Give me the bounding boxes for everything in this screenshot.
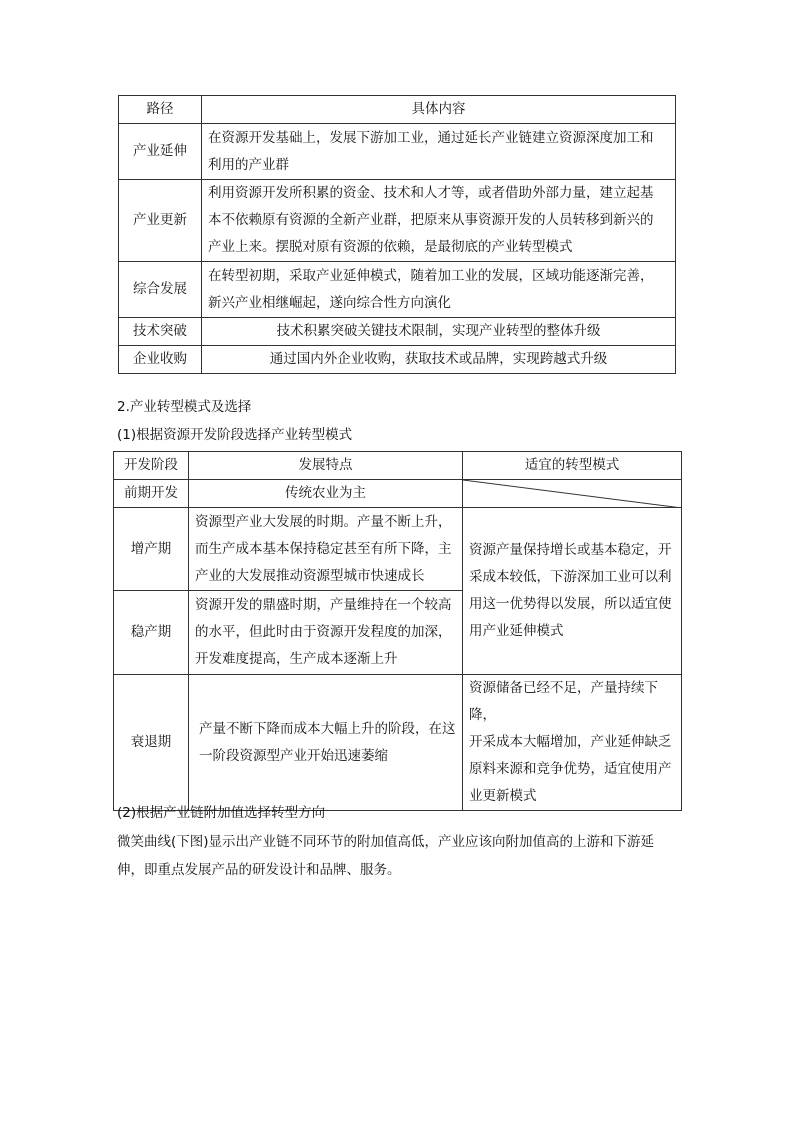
- stage-name: 前期开发: [114, 480, 189, 508]
- stage-features: 传统农业为主: [189, 480, 463, 508]
- subsection-heading: (2)根据产业链附加值选择转型方向: [117, 805, 326, 821]
- stage-features: 资源开发的鼎盛时期，产量维持在一个较高 的水平，但此时由于资源开发程度的加深， 开发难度提高，生产成本逐渐上升: [189, 591, 463, 675]
- development-stage-table: [113, 451, 682, 811]
- transformation-mode: 资源储备已经不足，产量持续下降， 开采成本大幅增加，产业延伸缺乏 原料来源和竞争优势，适宜使用产 业更新模式: [463, 675, 682, 811]
- path-content: 通过国内外企业收购，获取技术或品牌，实现跨越式升级: [202, 346, 676, 374]
- table-header: 具体内容: [202, 96, 676, 124]
- path-name: 产业更新: [119, 180, 202, 262]
- stage-features: 资源型产业大发展的时期。产量不断上升， 而生产成本基本保持稳定甚至有所下降，主 产业的大发展推动资源型城市快速成长: [189, 508, 463, 591]
- transformation-mode: 资源产量保持增长或基本稳定，开 采成本较低，下游深加工业可以利 用这一优势得以发展，所以适宜使 用产业延伸模式: [463, 508, 682, 675]
- path-name: 企业收购: [119, 346, 202, 374]
- section-heading: 2.产业转型模式及选择: [117, 399, 252, 415]
- path-name: 综合发展: [119, 262, 202, 318]
- table-header: 开发阶段: [114, 452, 189, 480]
- empty-diagonal-cell: [463, 480, 682, 508]
- path-name: 产业延伸: [119, 124, 202, 180]
- transformation-paths-table: [118, 95, 676, 374]
- stage-name: 增产期: [114, 508, 189, 591]
- path-content: 技术积累突破关键技术限制，实现产业转型的整体升级: [202, 318, 676, 346]
- stage-name: 稳产期: [114, 591, 189, 675]
- path-content: 利用资源开发所积累的资金、技术和人才等，或者借助外部力量，建立起基 本不依赖原有资源的全新产业群，把原来从事资源开发的人员转移到新兴的 产业上来。摆脱对原有资源的依赖，是最彻底的产业转型模式: [202, 180, 676, 262]
- stage-name: 衰退期: [114, 675, 189, 811]
- table-header: 适宜的转型模式: [463, 452, 682, 480]
- subsection-heading: (1)根据资源开发阶段选择产业转型模式: [117, 427, 353, 443]
- table-header: 路径: [119, 96, 202, 124]
- path-content: 在转型初期，采取产业延伸模式，随着加工业的发展，区域功能逐渐完善， 新兴产业相继崛起，遂向综合性方向演化: [202, 262, 676, 318]
- stage-features: 产量不断下降而成本大幅上升的阶段，在这 一阶段资源型产业开始迅速萎缩: [189, 675, 463, 811]
- body-paragraph: 微笑曲线(下图)显示出产业链不同环节的附加值高低，产业应该向附加值高的上游和下游延 伸，即重点发展产品的研发设计和品牌、服务。: [117, 834, 655, 878]
- diagonal-line: [463, 480, 682, 508]
- table-header: 发展特点: [189, 452, 463, 480]
- path-name: 技术突破: [119, 318, 202, 346]
- path-content: 在资源开发基础上，发展下游加工业，通过延长产业链建立资源深度加工和 利用的产业群: [202, 124, 676, 180]
